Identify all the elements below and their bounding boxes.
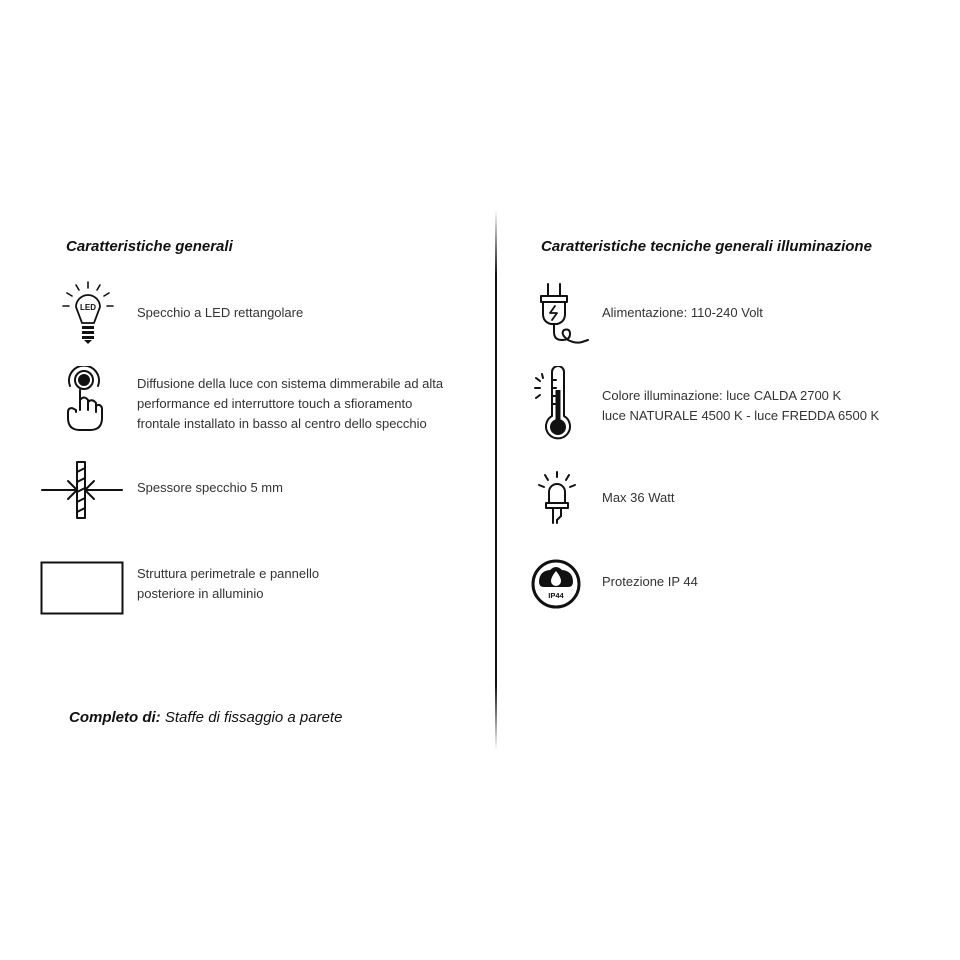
- ip-rating-icon: [530, 558, 582, 610]
- left-item-2-text: [137, 374, 443, 434]
- left-item-4-line-2: posteriore in alluminio: [137, 586, 264, 601]
- left-item-3-text: [137, 478, 283, 498]
- thickness-icon: [40, 460, 124, 520]
- led-diode-icon: [536, 470, 578, 526]
- ip-icon-label: IP44: [548, 591, 564, 600]
- touch-finger-icon: [62, 366, 108, 432]
- thermometer-icon: [532, 366, 576, 446]
- right-item-4-text: [602, 572, 698, 592]
- left-item-1-text: [137, 303, 303, 323]
- left-item-4-text: [137, 564, 319, 604]
- right-item-2-line-1: Colore illuminazione: luce CALDA 2700 K: [602, 388, 842, 403]
- left-item-4-line-1: Struttura perimetrale e pannello: [137, 566, 320, 581]
- led-icon-label: LED: [80, 303, 96, 312]
- right-item-1-line-1: Alimentazione: 110-240 Volt: [602, 305, 763, 320]
- left-heading: Caratteristiche generali: [66, 238, 233, 255]
- footer-note: [69, 709, 342, 726]
- left-item-2-line-3: frontale installato in basso al centro dello specchio: [137, 416, 427, 431]
- right-item-4-line-1: Protezione IP 44: [602, 574, 698, 589]
- footer-value: Staffe di fissaggio a parete: [164, 709, 343, 726]
- left-item-2-line-1: Diffusione della luce con sistema dimmerabile ad alta: [137, 376, 444, 391]
- right-item-3-line-1: Max 36 Watt: [602, 490, 675, 505]
- rectangle-frame-icon: [40, 561, 124, 615]
- right-heading: Caratteristiche tecniche generali illuminazione: [541, 238, 872, 255]
- right-item-2-text: [602, 386, 879, 426]
- left-item-1-line-1: Specchio a LED rettangolare: [137, 305, 304, 320]
- right-item-3-text: [602, 488, 674, 508]
- led-bulb-icon: [58, 280, 118, 346]
- left-item-3-line-1: Spessore specchio 5 mm: [137, 480, 283, 495]
- column-divider: [495, 210, 497, 750]
- power-plug-icon: [536, 282, 592, 346]
- footer-label: Completo di:: [69, 709, 161, 726]
- left-item-2-line-2: performance ed interruttore touch a sfioramento: [137, 396, 413, 411]
- right-item-2-line-2: luce NATURALE 4500 K - luce FREDDA 6500 K: [602, 408, 880, 423]
- right-item-1-text: [602, 303, 763, 323]
